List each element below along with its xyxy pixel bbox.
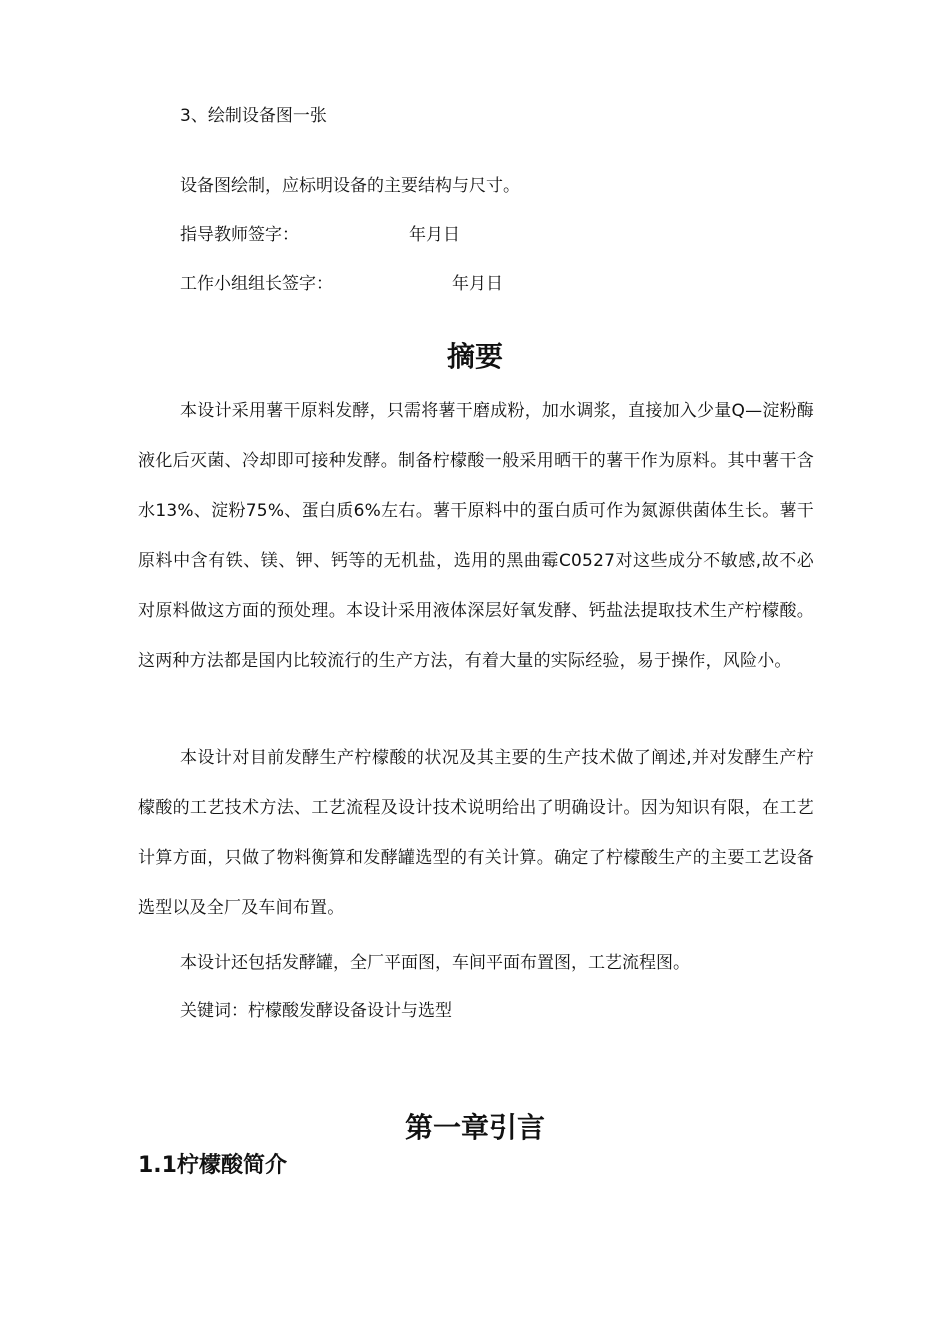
section-1-1-heading: 1.1柠檬酸简介 [138, 1153, 287, 1178]
leader-signature-line [180, 274, 503, 294]
requirement-item-3: 3、绘制设备图一张 [180, 106, 327, 126]
abstract-paragraph-3: 本设计还包括发酵罐，全厂平面图，车间平面布置图，工艺流程图。 [180, 953, 690, 973]
abstract-title: 摘要 [446, 340, 503, 373]
abstract-paragraph-1: 本设计采用薯干原料发酵，只需将薯干磨成粉，加水调浆，直接加入少量Q—淀粉酶液化后灭菌、冷却即可接种发酵。制备柠檬酸一般采用晒干的薯干作为原料。其中薯干含水13%、淀粉75%、蛋白质6%左右。薯干原料中的蛋白质可作为氮源供菌体生长。薯干原料中含有铁、镁、钾、钙等的无机盐，选用的黑曲霉C0527对这些成分不敏感,故不必对原料做这方面的预处理。本设计采用液体深层好氧发酵、钙盐法提取技术生产柠檬酸。这两种方法都是国内比较流行的生产方法，有着大量的实际经验，易于操作，风险小。 [138, 401, 814, 671]
advisor-signature-label: 指导教师签字： [180, 225, 299, 245]
abstract-keywords: 关键词：柠檬酸发酵设备设计与选型 [180, 1001, 452, 1021]
advisor-signature-line [180, 225, 460, 245]
abstract-paragraph-2: 本设计对目前发酵生产柠檬酸的状况及其主要的生产技术做了阐述,并对发酵生产柠檬酸的工艺技术方法、工艺流程及设计技术说明给出了明确设计。因为知识有限，在工艺计算方面，只做了物料衡算和发酵罐选型的有关计算。确定了柠檬酸生产的主要工艺设备选型以及全厂及车间布置。 [138, 748, 814, 918]
leader-signature-date: 年月日 [452, 274, 503, 294]
chapter-1-title: 第一章引言 [404, 1111, 545, 1144]
requirement-item-3-note: 设备图绘制，应标明设备的主要结构与尺寸。 [180, 176, 520, 196]
leader-signature-label: 工作小组组长签字： [180, 274, 333, 294]
advisor-signature-date: 年月日 [409, 225, 460, 245]
